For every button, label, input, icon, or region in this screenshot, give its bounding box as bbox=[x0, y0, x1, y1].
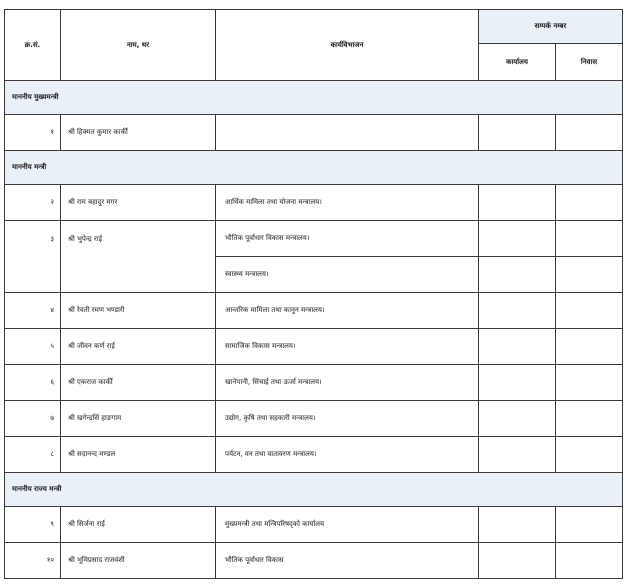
office-cell bbox=[479, 115, 556, 151]
section-row bbox=[5, 473, 623, 507]
name-cell: श्री राम बहादुर मगर bbox=[61, 185, 216, 221]
serial-cell: ४ bbox=[5, 293, 61, 329]
name-cell: श्री रेवती रमण भण्डारी bbox=[61, 293, 216, 329]
header-serial: क्र.सं. bbox=[5, 10, 61, 81]
serial-cell: ९ bbox=[5, 507, 61, 543]
department-cell: मुख्यमन्त्री तथा मन्त्रिपरिषद्को कार्यालय bbox=[216, 507, 479, 543]
serial-cell: १ bbox=[5, 115, 61, 151]
residence-cell bbox=[556, 401, 623, 437]
serial-cell: २ bbox=[5, 185, 61, 221]
department-cell: सामाजिक विकास मन्त्रालय। bbox=[216, 329, 479, 365]
table-row bbox=[5, 401, 623, 437]
department-cell: खानेपानी, सिंचाई तथा ऊर्जा मन्त्रालय। bbox=[216, 365, 479, 401]
office-cell bbox=[479, 293, 556, 329]
department-cell: भौतिक पूर्वाधार विकास मन्त्रालय। bbox=[216, 221, 479, 257]
table-row bbox=[5, 365, 623, 401]
residence-cell bbox=[556, 543, 623, 579]
department-cell: पर्यटन, वन तथा वातावरण मन्त्रालय। bbox=[216, 437, 479, 473]
header-contact-number: सम्पर्क नम्बर bbox=[479, 10, 623, 44]
header-office: कार्यालय bbox=[479, 44, 556, 81]
office-cell bbox=[479, 365, 556, 401]
department-cell: उद्योग, कृषि तथा सहकारी मन्त्रालय। bbox=[216, 401, 479, 437]
name-cell: श्री एकराज कार्की bbox=[61, 365, 216, 401]
section-title: माननीय मुख्यमन्त्री bbox=[5, 81, 623, 115]
table-row bbox=[5, 507, 623, 543]
residence-cell bbox=[556, 293, 623, 329]
header-residence: निवास bbox=[556, 44, 623, 81]
office-cell bbox=[479, 185, 556, 221]
office-cell bbox=[479, 257, 556, 293]
name-cell: श्री सदानन्द मण्डल bbox=[61, 437, 216, 473]
residence-cell bbox=[556, 221, 623, 257]
section-row bbox=[5, 81, 623, 115]
name-cell: श्री भूमिप्रसाद राजवंशी bbox=[61, 543, 216, 579]
department-cell bbox=[216, 115, 479, 151]
serial-cell: ३ bbox=[5, 221, 61, 293]
table-row bbox=[5, 185, 623, 221]
residence-cell bbox=[556, 365, 623, 401]
residence-cell bbox=[556, 257, 623, 293]
table-row bbox=[5, 115, 623, 151]
department-cell: स्वास्थ्य मन्त्रालय। bbox=[216, 257, 479, 293]
section-title: माननीय मन्त्री bbox=[5, 151, 623, 185]
serial-cell: ५ bbox=[5, 329, 61, 365]
name-cell: श्री सिर्जना राई bbox=[61, 507, 216, 543]
section-row bbox=[5, 151, 623, 185]
department-cell: आन्तरिक मामिला तथा कानुन मन्त्रालय। bbox=[216, 293, 479, 329]
table-row bbox=[5, 329, 623, 365]
table-row bbox=[5, 293, 623, 329]
serial-cell: ६ bbox=[5, 365, 61, 401]
serial-cell: ७ bbox=[5, 401, 61, 437]
serial-cell: ८ bbox=[5, 437, 61, 473]
section-title: माननीय राज्य मन्त्री bbox=[5, 473, 623, 507]
office-cell bbox=[479, 221, 556, 257]
serial-cell: १० bbox=[5, 543, 61, 579]
office-cell bbox=[479, 329, 556, 365]
name-cell: श्री हिक्मत कुमार कार्की bbox=[61, 115, 216, 151]
table-row bbox=[5, 221, 623, 257]
header-name: नाम, थर bbox=[61, 10, 216, 81]
header-department: कार्यविभाजन bbox=[216, 10, 479, 81]
department-cell: भौतिक पूर्वाधार विकास bbox=[216, 543, 479, 579]
table-row bbox=[5, 543, 623, 579]
residence-cell bbox=[556, 185, 623, 221]
residence-cell bbox=[556, 437, 623, 473]
name-cell: श्री खगेन्द्रसिं हाङगाम bbox=[61, 401, 216, 437]
office-cell bbox=[479, 437, 556, 473]
header-row bbox=[5, 10, 623, 44]
office-cell bbox=[479, 507, 556, 543]
office-cell bbox=[479, 401, 556, 437]
residence-cell bbox=[556, 115, 623, 151]
ministers-table bbox=[4, 9, 623, 579]
name-cell: श्री भुपेन्द्र राई bbox=[61, 221, 216, 293]
residence-cell bbox=[556, 329, 623, 365]
residence-cell bbox=[556, 507, 623, 543]
office-cell bbox=[479, 543, 556, 579]
department-cell: आर्थिक मामिला तथा योजना मन्त्रालय। bbox=[216, 185, 479, 221]
table-row bbox=[5, 437, 623, 473]
ministers-table-container bbox=[4, 9, 622, 579]
name-cell: श्री जीवन कर्ण राई bbox=[61, 329, 216, 365]
